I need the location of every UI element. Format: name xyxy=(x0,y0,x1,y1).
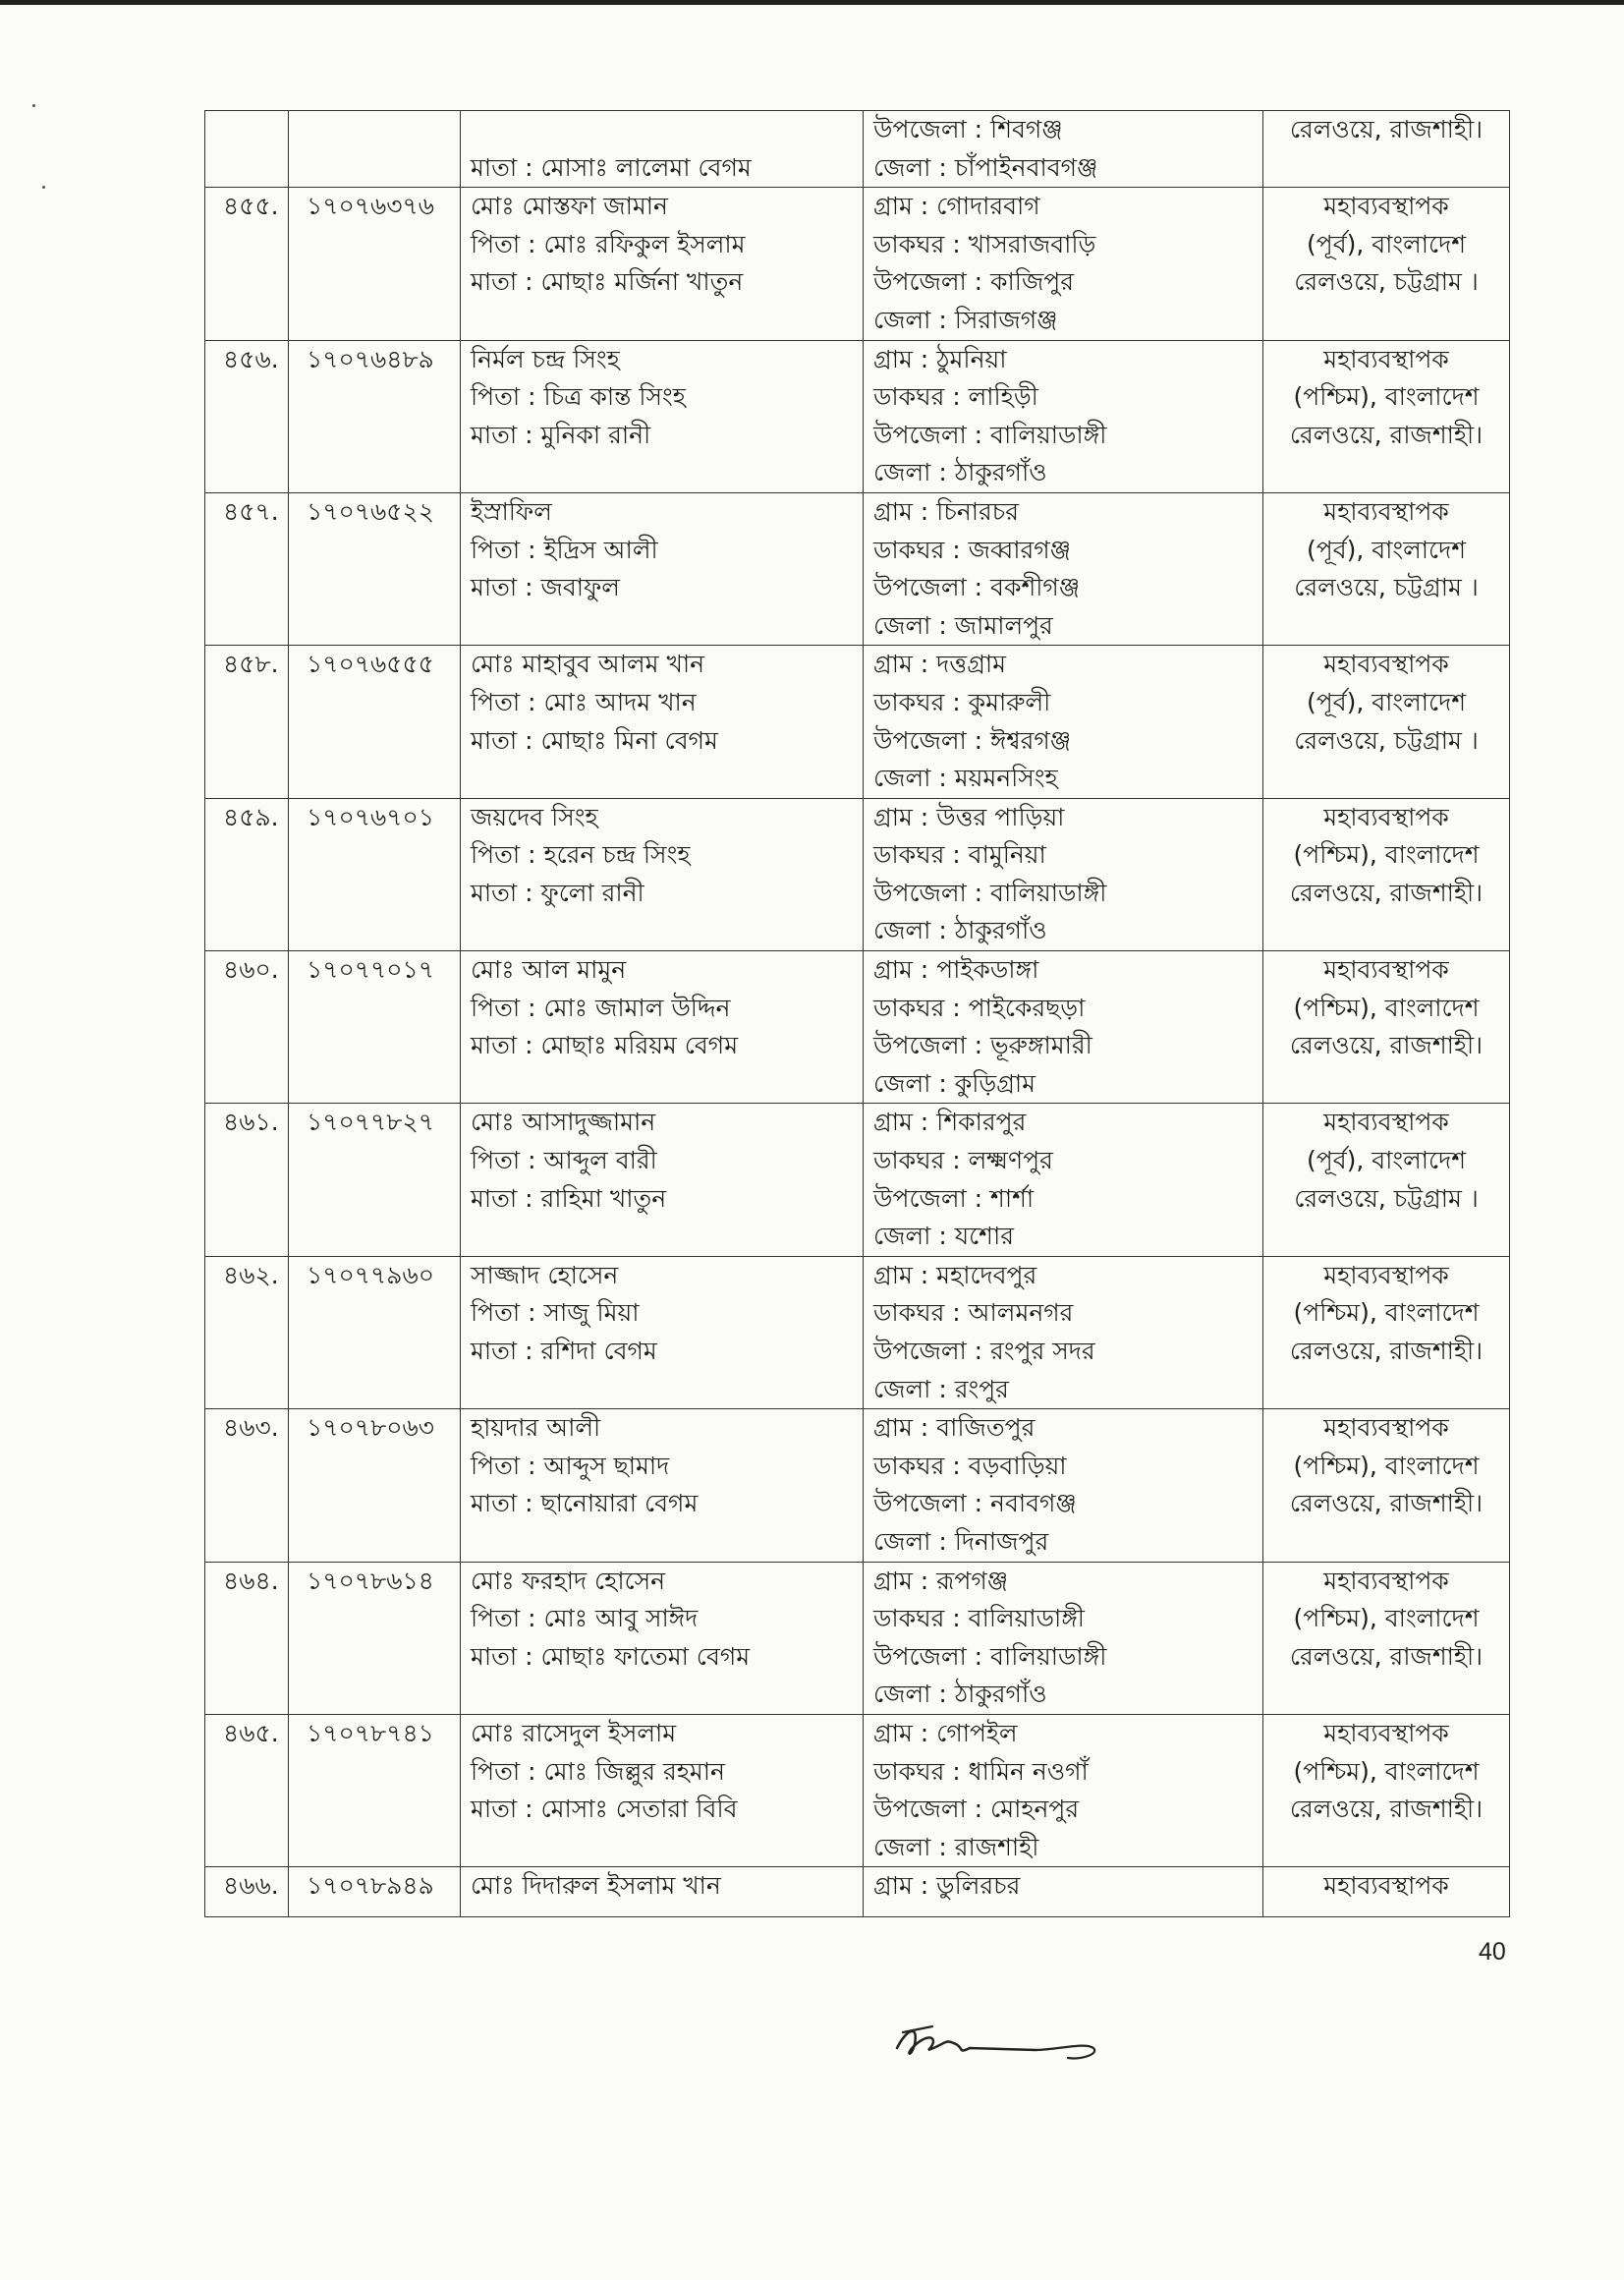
name-line: মোঃ মাহাবুব আলম খান xyxy=(471,650,705,679)
roll-text: ১৭০৭৮৬১৪ xyxy=(307,1566,434,1595)
address-line: উপজেলা : রংপুর সদর xyxy=(873,1337,1095,1365)
serial-cell xyxy=(205,798,289,950)
roll-cell xyxy=(289,1409,461,1562)
roll-text: ১৭০৭৬৫৫৫ xyxy=(307,650,434,679)
address-cell xyxy=(864,188,1263,340)
name-line: পিতা : মোঃ জামাল উদ্দিন xyxy=(471,993,731,1022)
serial-text: ৪৬৬. xyxy=(223,1871,279,1901)
address-line: ডাকঘর : লক্ষ্মণপুর xyxy=(873,1146,1053,1175)
address-line: গ্রাম : গোদারবাগ xyxy=(873,192,1040,221)
office-line: (পশ্চিম), বাংলাদেশ xyxy=(1293,993,1480,1022)
page-number: 40 xyxy=(1479,1938,1506,1966)
roll-cell xyxy=(289,340,461,492)
address-line: ডাকঘর : বড়বাড়িয়া xyxy=(873,1451,1067,1480)
roll-text: ১৭০৭৭৮২৭ xyxy=(307,1108,434,1137)
serial-text: ৪৬৩. xyxy=(223,1413,279,1443)
serial-text: ৪৫৭. xyxy=(223,496,279,526)
table-row xyxy=(205,798,1510,950)
office-line: রেলওয়ে, রাজশাহী। xyxy=(1289,420,1484,449)
address-cell xyxy=(864,1562,1263,1714)
roll-cell xyxy=(289,1256,461,1408)
address-cell xyxy=(864,1714,1263,1866)
office-line: (পূর্ব), বাংলাদেশ xyxy=(1306,1146,1467,1175)
roll-cell xyxy=(289,188,461,340)
serial-cell xyxy=(205,951,289,1104)
name-line: পিতা : মোঃ জিল্লুর রহমান xyxy=(471,1756,725,1786)
roll-text: ১৭০৭৬৭০১ xyxy=(307,802,434,831)
signature xyxy=(889,2015,1135,2074)
address-cell xyxy=(864,340,1263,492)
table-row xyxy=(205,188,1510,340)
office-line: মহাব্যবস্থাপক xyxy=(1323,1413,1449,1443)
office-cell xyxy=(1263,951,1510,1104)
name-line: জয়দেব সিংহ xyxy=(471,802,598,831)
name-cell xyxy=(461,1867,864,1917)
name-line: পিতা : মোঃ রফিকুল ইসলাম xyxy=(471,229,746,258)
office-line: রেলওয়ে, রাজশাহী। xyxy=(1289,1031,1484,1060)
address-cell xyxy=(864,1867,1263,1917)
table-row xyxy=(205,1256,1510,1408)
address-line: গ্রাম : গোপইল xyxy=(873,1718,1018,1747)
name-cell xyxy=(461,1256,864,1408)
name-line: পিতা : মোঃ আবু সাঈদ xyxy=(471,1604,699,1633)
name-line: পিতা : আব্দুস ছামাদ xyxy=(471,1451,670,1480)
name-line: পিতা : চিত্র কান্ত সিংহ xyxy=(471,382,686,412)
name-line: পিতা : হরেন চন্দ্র সিংহ xyxy=(471,840,691,870)
address-line: গ্রাম : রূপগঞ্জ xyxy=(873,1566,1009,1595)
roll-cell xyxy=(289,646,461,798)
name-line: পিতা : ইদ্রিস আলী xyxy=(471,535,658,564)
address-line: ডাকঘর : জব্বারগঞ্জ xyxy=(873,535,1072,564)
name-cell xyxy=(461,111,864,188)
office-cell xyxy=(1263,1256,1510,1408)
address-line: উপজেলা : বালিয়াডাঙ্গী xyxy=(873,878,1107,907)
office-cell xyxy=(1263,492,1510,645)
table-row-partial xyxy=(205,111,1510,188)
serial-text: ৪৫৮. xyxy=(223,650,279,679)
address-line: জেলা : ময়মনসিংহ xyxy=(873,764,1058,793)
office-line: রেলওয়ে, রাজশাহী। xyxy=(1289,1337,1484,1365)
address-line: গ্রাম : দত্তগ্রাম xyxy=(873,650,1007,679)
address-line: জেলা : কুড়িগ্রাম xyxy=(873,1068,1036,1098)
address-line: উপজেলা : শিবগঞ্জ xyxy=(873,115,1063,143)
address-line: গ্রাম : শিকারপুর xyxy=(873,1108,1027,1137)
address-line: ডাকঘর : বামুনিয়া xyxy=(873,840,1046,870)
office-line: মহাব্যবস্থাপক xyxy=(1323,802,1449,831)
roll-cell xyxy=(289,1104,461,1256)
office-line: মহাব্যবস্থাপক xyxy=(1323,1260,1449,1289)
office-line: রেলওয়ে, রাজশাহী। xyxy=(1289,115,1484,143)
address-line: ডাকঘর : ধামিন নওগাঁ xyxy=(873,1756,1089,1786)
serial-cell xyxy=(205,1562,289,1714)
name-cell xyxy=(461,646,864,798)
address-line: জেলা : দিনাজপুর xyxy=(873,1526,1049,1556)
name-line: মাতা : মোছাঃ মর্জিনা খাতুন xyxy=(471,267,744,297)
table-row xyxy=(205,646,1510,798)
address-line: উপজেলা : কাজিপুর xyxy=(873,267,1075,297)
name-line: মাতা : মোছাঃ মিনা বেগম xyxy=(471,725,718,755)
table-row xyxy=(205,1409,1510,1562)
roll-text: ১৭০৭৬৩৭৬ xyxy=(307,192,435,221)
office-cell xyxy=(1263,1409,1510,1562)
serial-cell xyxy=(205,340,289,492)
serial-text xyxy=(223,111,288,149)
records-body xyxy=(205,111,1510,1917)
name-line: মাতা : মুনিকা রানী xyxy=(471,420,651,449)
name-cell xyxy=(461,1562,864,1714)
address-line: ডাকঘর : আলমনগর xyxy=(873,1298,1074,1328)
name-cell xyxy=(461,951,864,1104)
office-line: (পশ্চিম), বাংলাদেশ xyxy=(1293,1756,1480,1786)
name-line: মোঃ মোস্তফা জামান xyxy=(471,192,668,221)
address-line: জেলা : চাঁপাইনবাবগঞ্জ xyxy=(873,152,1098,182)
serial-text: ৪৬০. xyxy=(223,955,279,985)
address-line: জেলা : ঠাকুরগাঁও xyxy=(873,916,1047,945)
name-cell xyxy=(461,492,864,645)
name-line: মাতা : ফুলো রানী xyxy=(471,878,644,907)
office-line: মহাব্যবস্থাপক xyxy=(1323,1871,1449,1901)
serial-cell xyxy=(205,492,289,645)
name-line: সাজ্জাদ হোসেন xyxy=(471,1260,619,1289)
name-cell xyxy=(461,340,864,492)
serial-text: ৪৫৯. xyxy=(223,802,279,831)
records-table xyxy=(204,110,1510,1917)
office-line: মহাব্যবস্থাপক xyxy=(1323,496,1449,526)
address-line: উপজেলা : ঈশ্বরগঞ্জ xyxy=(873,725,1072,755)
address-line: জেলা : জামালপুর xyxy=(873,610,1053,640)
address-line: ডাকঘর : লাহিড়ী xyxy=(873,382,1038,412)
name-line: নির্মল চন্দ্র সিংহ xyxy=(471,344,620,373)
serial-cell xyxy=(205,1256,289,1408)
name-line: মাতা : ছানোয়ারা বেগম xyxy=(471,1489,699,1518)
address-line: গ্রাম : মহাদেবপুর xyxy=(873,1260,1037,1289)
address-line: গ্রাম : উত্তর পাড়িয়া xyxy=(873,802,1065,831)
roll-text: ১৭০৭৬৪৮৯ xyxy=(307,344,434,373)
name-line: মোঃ দিদারুল ইসলাম খান xyxy=(471,1871,721,1901)
address-cell xyxy=(864,798,1263,950)
serial-cell xyxy=(205,646,289,798)
address-line: গ্রাম : ডুলিরচর xyxy=(873,1871,1021,1901)
address-line: জেলা : রাজশাহী xyxy=(873,1832,1039,1861)
office-cell xyxy=(1263,1562,1510,1714)
office-line: (পূর্ব), বাংলাদেশ xyxy=(1306,535,1467,564)
address-cell xyxy=(864,1256,1263,1408)
address-line: গ্রাম : ঠুমনিয়া xyxy=(873,344,1007,373)
address-line: গ্রাম : চিনারচর xyxy=(873,496,1019,526)
name-line: পিতা : সাজু মিয়া xyxy=(471,1298,640,1328)
office-line: রেলওয়ে, রাজশাহী। xyxy=(1289,1641,1484,1671)
serial-cell xyxy=(205,111,289,188)
office-cell xyxy=(1263,1714,1510,1866)
address-line: ডাকঘর : কুমারুলী xyxy=(873,687,1051,716)
name-line: মাতা : মোসাঃ সেতারা বিবি xyxy=(471,1795,738,1824)
address-line: উপজেলা : বালিয়াডাঙ্গী xyxy=(873,1641,1107,1671)
table-row xyxy=(205,492,1510,645)
roll-text: ১৭০৭৭৯৬০ xyxy=(307,1260,434,1289)
office-cell xyxy=(1263,646,1510,798)
roll-text: ১৭০৭৮৭৪১ xyxy=(307,1718,434,1747)
office-line: (পূর্ব), বাংলাদেশ xyxy=(1306,229,1467,258)
name-cell xyxy=(461,1409,864,1562)
office-line: রেলওয়ে, রাজশাহী। xyxy=(1289,878,1484,907)
table-row xyxy=(205,951,1510,1104)
scan-top-edge xyxy=(0,0,1624,5)
address-line: উপজেলা : শার্শা xyxy=(873,1183,1035,1213)
name-line: মাতা : জবাফুল xyxy=(471,573,620,602)
address-line: জেলা : ঠাকুরগাঁও xyxy=(873,1680,1047,1709)
address-line: ডাকঘর : পাইকেরছড়া xyxy=(873,993,1086,1022)
table-row xyxy=(205,1104,1510,1256)
address-line: জেলা : রংপুর xyxy=(873,1374,1009,1403)
office-line: মহাব্যবস্থাপক xyxy=(1323,1108,1449,1137)
address-cell xyxy=(864,646,1263,798)
address-line: জেলা : সিরাজগঞ্জ xyxy=(873,305,1058,334)
name-cell xyxy=(461,1104,864,1256)
serial-cell xyxy=(205,1104,289,1256)
office-cell xyxy=(1263,1867,1510,1917)
roll-cell xyxy=(289,111,461,188)
name-line: মাতা : মোছাঃ ফাতেমা বেগম xyxy=(471,1641,751,1671)
office-line: (পশ্চিম), বাংলাদেশ xyxy=(1293,1298,1480,1328)
office-cell xyxy=(1263,798,1510,950)
name-line: মাতা : মোছাঃ মরিয়ম বেগম xyxy=(471,1031,739,1060)
office-cell xyxy=(1263,188,1510,340)
office-line: মহাব্যবস্থাপক xyxy=(1323,344,1449,373)
roll-text: ১৭০৭৮০৬৩ xyxy=(307,1413,434,1443)
office-line: মহাব্যবস্থাপক xyxy=(1323,192,1449,221)
roll-cell xyxy=(289,1867,461,1917)
serial-cell xyxy=(205,1714,289,1866)
name-line: মোঃ আল মামুন xyxy=(471,955,627,985)
address-line: জেলা : ঠাকুরগাঁও xyxy=(873,458,1047,487)
office-cell xyxy=(1263,111,1510,188)
table-row xyxy=(205,1714,1510,1866)
serial-text: ৪৫৫. xyxy=(223,192,279,221)
address-cell xyxy=(864,111,1263,188)
address-cell xyxy=(864,492,1263,645)
roll-text: ১৭০৭৮৯৪৯ xyxy=(307,1871,434,1901)
scan-speck xyxy=(42,186,45,189)
table-row xyxy=(205,1867,1510,1917)
roll-text xyxy=(307,111,460,149)
roll-cell xyxy=(289,798,461,950)
address-line: জেলা : যশোর xyxy=(873,1222,1014,1251)
table-row xyxy=(205,1562,1510,1714)
serial-text: ৪৬৪. xyxy=(223,1566,279,1595)
table-row xyxy=(205,340,1510,492)
serial-text: ৪৬১. xyxy=(223,1108,279,1137)
name-line: মোঃ ফরহাদ হোসেন xyxy=(471,1566,666,1595)
serial-text: ৪৬২. xyxy=(223,1260,279,1289)
office-line: (পশ্চিম), বাংলাদেশ xyxy=(1293,840,1480,870)
office-line: মহাব্যবস্থাপক xyxy=(1323,1566,1449,1595)
office-line: মহাব্যবস্থাপক xyxy=(1323,955,1449,985)
office-line: রেলওয়ে, চট্টগ্রাম । xyxy=(1294,725,1479,755)
serial-text: ৪৬৫. xyxy=(223,1718,279,1747)
name-line: মাতা : মোসাঃ লালেমা বেগম xyxy=(471,152,752,182)
name-line: মোঃ আসাদুজ্জামান xyxy=(471,1108,656,1137)
address-cell xyxy=(864,1104,1263,1256)
office-line: রেলওয়ে, রাজশাহী। xyxy=(1289,1795,1484,1824)
serial-cell xyxy=(205,188,289,340)
roll-cell xyxy=(289,951,461,1104)
address-line: উপজেলা : নবাবগঞ্জ xyxy=(873,1489,1077,1518)
serial-text: ৪৫৬. xyxy=(223,344,279,373)
office-line: মহাব্যবস্থাপক xyxy=(1323,1718,1449,1747)
roll-cell xyxy=(289,1714,461,1866)
office-line: (পশ্চিম), বাংলাদেশ xyxy=(1293,382,1480,412)
address-line: উপজেলা : ভূরুঙ্গামারী xyxy=(873,1031,1092,1060)
address-line: ডাকঘর : বালিয়াডাঙ্গী xyxy=(873,1604,1085,1633)
office-line: (পশ্চিম), বাংলাদেশ xyxy=(1293,1604,1480,1633)
name-line: ইস্রাফিল xyxy=(471,496,552,526)
office-line: রেলওয়ে, চট্টগ্রাম । xyxy=(1294,267,1479,297)
name-line: মোঃ রাসেদুল ইসলাম xyxy=(471,1718,677,1747)
name-cell xyxy=(461,798,864,950)
office-line: মহাব্যবস্থাপক xyxy=(1323,650,1449,679)
address-cell xyxy=(864,951,1263,1104)
name-line: মাতা : রাহিমা খাতুন xyxy=(471,1183,667,1213)
office-line: রেলওয়ে, চট্টগ্রাম । xyxy=(1294,1183,1479,1213)
office-line: (পশ্চিম), বাংলাদেশ xyxy=(1293,1451,1480,1480)
serial-cell xyxy=(205,1867,289,1917)
office-cell xyxy=(1263,1104,1510,1256)
name-line: হায়দার আলী xyxy=(471,1413,601,1443)
name-line xyxy=(471,111,863,149)
name-line: মাতা : রশিদা বেগম xyxy=(471,1337,657,1365)
address-cell xyxy=(864,1409,1263,1562)
office-line: রেলওয়ে, চট্টগ্রাম । xyxy=(1294,573,1479,602)
address-line: উপজেলা : বকশীগঞ্জ xyxy=(873,573,1081,602)
roll-text: ১৭০৭৭০১৭ xyxy=(307,955,434,985)
name-line: পিতা : আব্দুল বারী xyxy=(471,1146,657,1175)
serial-cell xyxy=(205,1409,289,1562)
address-line: গ্রাম : বাজিতপুর xyxy=(873,1413,1036,1443)
name-cell xyxy=(461,1714,864,1866)
name-cell xyxy=(461,188,864,340)
office-line: রেলওয়ে, রাজশাহী। xyxy=(1289,1489,1484,1518)
roll-cell xyxy=(289,1562,461,1714)
address-line: ডাকঘর : খাসরাজবাড়ি xyxy=(873,229,1096,258)
address-line: গ্রাম : পাইকডাঙ্গা xyxy=(873,955,1039,985)
address-line: উপজেলা : মোহনপুর xyxy=(873,1795,1080,1824)
name-line: পিতা : মোঃ আদম খান xyxy=(471,687,697,716)
scan-speck xyxy=(32,104,35,107)
roll-cell xyxy=(289,492,461,645)
office-cell xyxy=(1263,340,1510,492)
address-line: উপজেলা : বালিয়াডাঙ্গী xyxy=(873,420,1107,449)
roll-text: ১৭০৭৬৫২২ xyxy=(307,496,434,526)
office-line: (পূর্ব), বাংলাদেশ xyxy=(1306,687,1467,716)
